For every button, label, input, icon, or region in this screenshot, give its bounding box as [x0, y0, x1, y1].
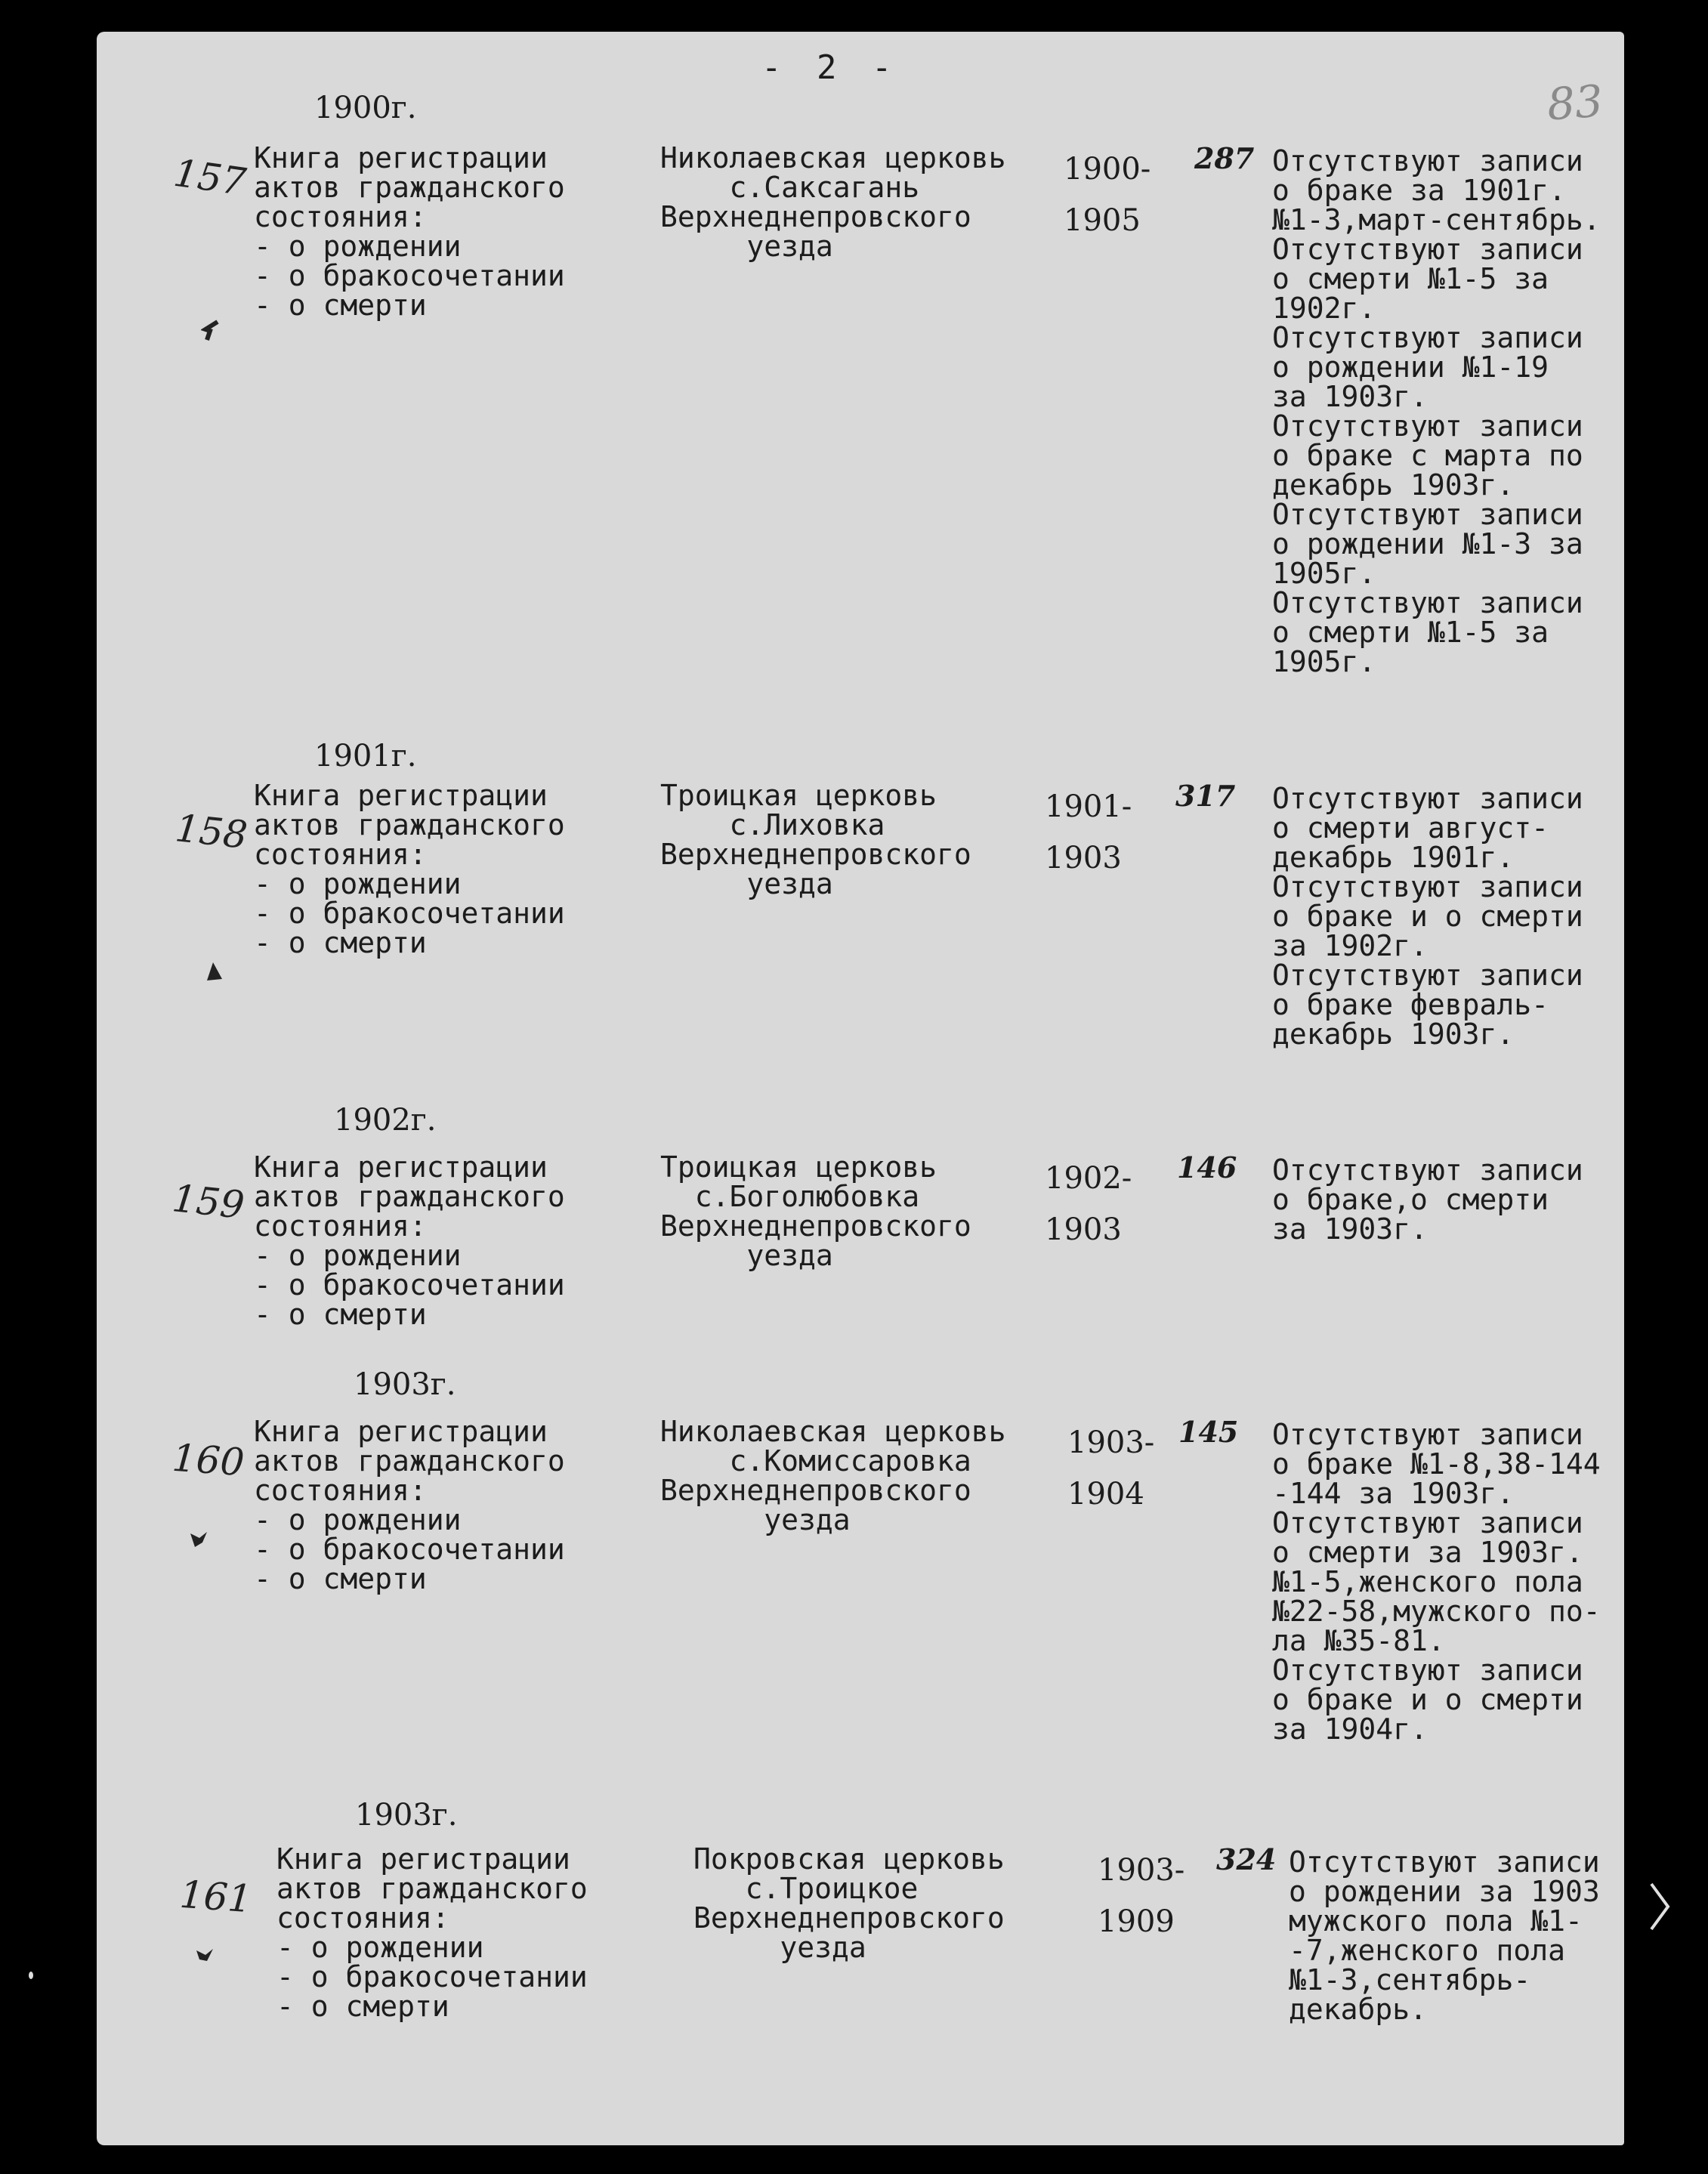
chevron-right-icon — [1645, 1873, 1676, 1941]
handwritten-check-mark-icon — [202, 961, 225, 984]
document-page — [97, 32, 1624, 2145]
entry-year: 1903г. — [355, 1798, 458, 1833]
entry-year: 1900г. — [314, 91, 417, 125]
entry-number: 157 — [171, 150, 249, 205]
missing-records-notes: Отсутствуют записи о браке,о смерти за 1903г. — [1272, 1153, 1583, 1246]
church-location: Троицкая церковь с.Лиховка Верхнеднепровского уезда — [660, 779, 971, 900]
entry-year: 1901г. — [314, 739, 417, 774]
page-number: - 2 - — [761, 48, 900, 87]
archive-page-mark: 83 — [1545, 75, 1605, 131]
sheet-count: 324 — [1216, 1842, 1277, 1876]
sheet-count: 317 — [1175, 779, 1236, 813]
book-title: Книга регистрации актов гражданского состояния: - о рождении - о бракосочетании - о смерти — [254, 1415, 565, 1595]
sheet-count: 146 — [1177, 1150, 1237, 1184]
sheet-count: 145 — [1178, 1415, 1239, 1449]
missing-records-notes: Отсутствуют записи о браке за 1901г. №1-3,март-сентябрь. Отсутствуют записи о смерти №1-5 за 1902г. Отсутствуют записи о рождении №1-19 за 1903г. Отсутствуют записи о браке с марта по декабрь 1903г. Отсутствуют записи о рождении №1-3 за 1905г. Отсутствуют записи о смерти №1-5 за 1905г. — [1272, 144, 1601, 678]
missing-records-notes: Отсутствуют записи о рождении за 1903 мужского пола №1- -7,женского пола №1-3,сентябрь- декабрь. — [1289, 1845, 1600, 2026]
church-location: Николаевская церковь с.Комиссаровка Верхнеднепровского уезда — [660, 1415, 1006, 1536]
date-range: 1901- 1903 — [1045, 789, 1132, 875]
entry-year: 1902г. — [334, 1103, 437, 1138]
entry-number: 160 — [171, 1435, 246, 1485]
church-location: Николаевская церковь с.Саксагань Верхнеднепровского уезда — [660, 141, 1006, 263]
book-title: Книга регистрации актов гражданского состояния: - о рождении - о бракосочетании - о смерти — [254, 1150, 565, 1331]
scan-speck — [29, 1972, 33, 1979]
date-range: 1903- 1904 — [1067, 1425, 1155, 1512]
entry-number: 161 — [178, 1872, 254, 1922]
entry-number: 159 — [170, 1176, 247, 1228]
church-location: Троицкая церковь с.Боголюбовка Верхнеднепровского уезда — [660, 1150, 971, 1272]
entry-year: 1903г. — [354, 1367, 456, 1402]
handwritten-check-mark-icon — [193, 1943, 216, 1966]
handwritten-check-mark-icon — [201, 319, 224, 341]
book-title: Книга регистрации актов гражданского состояния: - о рождении - о бракосочетании - о смерти — [254, 779, 565, 959]
sheet-count: 287 — [1194, 141, 1255, 175]
date-range: 1903- 1909 — [1098, 1853, 1185, 1939]
entry-number: 158 — [173, 806, 250, 857]
date-range: 1900- 1905 — [1064, 152, 1151, 238]
missing-records-notes: Отсутствуют записи о браке №1-8,38-144 -144 за 1903г. Отсутствуют записи о смерти за 1903г. №1-5,женского пола №22-58,мужского по- ла №35-81. Отсутствуют записи о браке и о смерти за 1904г. — [1272, 1418, 1601, 1746]
book-title: Книга регистрации актов гражданского состояния: - о рождении - о бракосочетании - о смерти — [276, 1842, 588, 2023]
date-range: 1902- 1903 — [1045, 1161, 1132, 1247]
missing-records-notes: Отсутствуют записи о смерти август- декабрь 1901г. Отсутствуют записи о браке и о смерти за 1902г. Отсутствуют записи о браке февраль- декабрь 1903г. — [1272, 782, 1583, 1051]
church-location: Покровская церковь с.Троицкое Верхнеднепровского уезда — [693, 1842, 1005, 1964]
handwritten-check-mark-icon — [187, 1527, 210, 1550]
book-title: Книга регистрации актов гражданского состояния: - о рождении - о бракосочетании - о смерти — [254, 141, 565, 322]
